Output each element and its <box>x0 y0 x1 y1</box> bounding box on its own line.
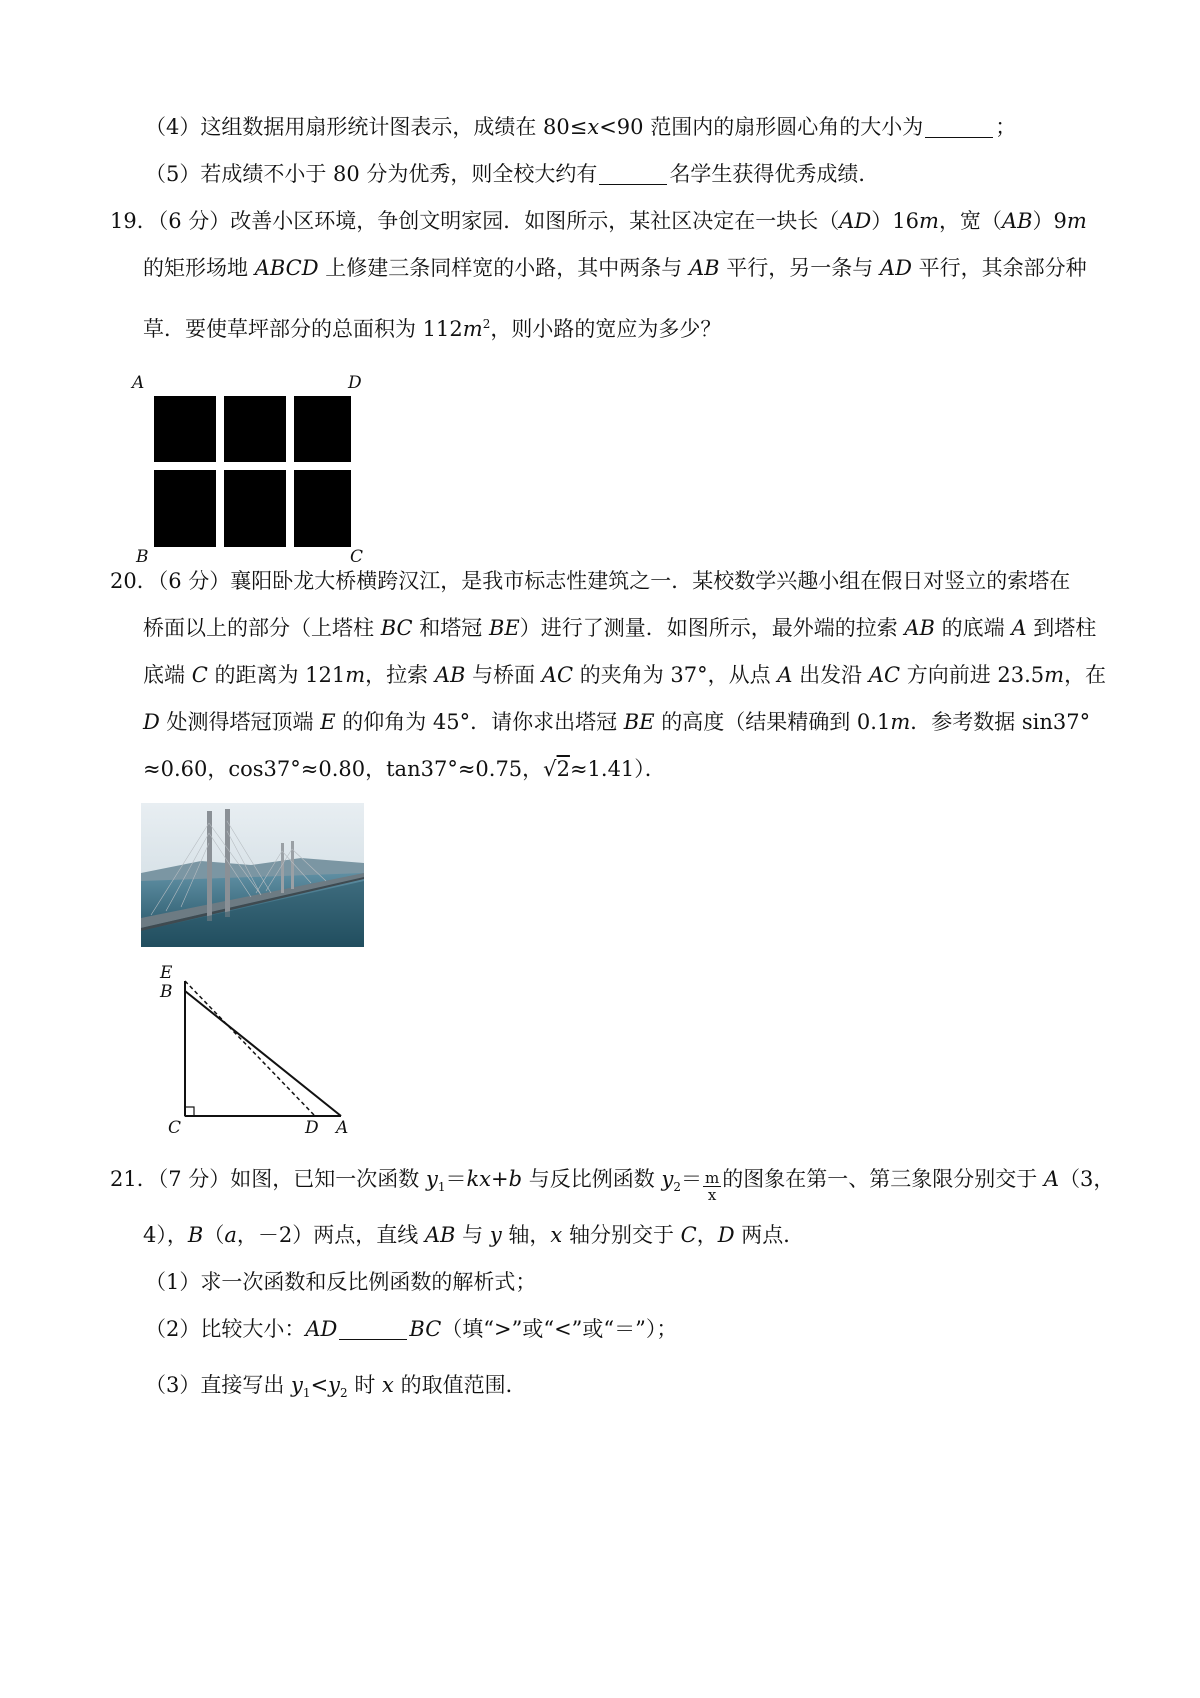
label-D: D <box>305 1118 319 1136</box>
path-vertical-1 <box>216 396 224 547</box>
label-C: C <box>168 1118 182 1136</box>
label-A: A <box>336 1118 349 1136</box>
label-A: A <box>132 373 145 393</box>
q21-item2: （2）比较大小：AD BC（填“>”或“<”或“＝”）； <box>145 1317 678 1341</box>
rectangle-field-figure <box>130 362 370 567</box>
label-E: E <box>160 963 173 983</box>
answer-blank[interactable] <box>339 1317 407 1340</box>
q21-line1: 21．（7 分）如图，已知一次函数 $y_1=kx+b$ 与反比例函数 $y_2=$ $\frac{m}{x}$ 的图象在第一、第三象限分别交于 A（3， <box>110 1167 1115 1204</box>
path-vertical-2 <box>286 396 294 547</box>
tower-triangle-figure <box>158 961 368 1136</box>
label-B: B <box>160 982 173 1002</box>
q19-line1: 19．（6 分）改善小区环境，争创文明家园．如图所示，某社区决定在一块长（AD）16m，宽（AB）9m <box>110 209 1087 233</box>
field-rect <box>154 396 351 547</box>
label-C: C <box>350 547 364 567</box>
right-angle-mark <box>185 1107 194 1116</box>
q21-line2: 4），B（a，－2）两点，直线 AB 与 y 轴，x 轴分别交于 C，D 两点． <box>143 1223 805 1247</box>
q21-item3: （3）直接写出 $y_1<y_2$ 时 x 的取值范围． <box>145 1373 527 1401</box>
label-D: D <box>348 373 362 393</box>
q20-line4: D 处测得塔冠顶端 E 的仰角为 45°．请你求出塔冠 BE 的高度（结果精确到 0.1m．参考数据 sin37° <box>143 710 1091 734</box>
fraction-m-over-x: $\frac{m}{x}$ <box>704 1169 720 1204</box>
label-B: B <box>136 547 149 567</box>
q21-item1: （1）求一次函数和反比例函数的解析式； <box>145 1270 537 1294</box>
q19-line3: 草．要使草坪部分的总面积为 $112m^2$，则小路的宽应为多少？ <box>143 317 722 341</box>
q20-line5: ≈0.60，cos37°≈0.80，tan37°≈0.75，√2≈1.41）． <box>143 757 666 781</box>
q18-item5: （5）若成绩不小于 80 分为优秀，则全校大约有 名学生获得优秀成绩． <box>145 162 880 186</box>
answer-blank[interactable] <box>599 162 667 185</box>
q18-item4: （4）这组数据用扇形统计图表示，成绩在 80≤x<90 范围内的扇形圆心角的大小为 ； <box>145 115 1017 139</box>
q19-line2: 的矩形场地 ABCD 上修建三条同样宽的小路，其中两条与 AB 平行，另一条与 AD 平行，其余部分种 <box>143 256 1087 280</box>
answer-blank[interactable] <box>925 115 993 138</box>
path-horizontal <box>154 462 351 470</box>
sightline-DE <box>185 981 315 1116</box>
cable-AB-line <box>185 991 341 1116</box>
q20-line2: 桥面以上的部分（上塔柱 BC 和塔冠 BE）进行了测量．如图所示，最外端的拉索 AB 的底端 A 到塔柱 <box>143 616 1097 640</box>
bridge-photo <box>141 803 364 947</box>
q20-line1: 20．（6 分）襄阳卧龙大桥横跨汉江，是我市标志性建筑之一．某校数学兴趣小组在假日对竖立的索塔在 <box>110 569 1071 593</box>
q20-line3: 底端 C 的距离为 121m，拉索 AB 与桥面 AC 的夹角为 37°，从点 A 出发沿 AC 方向前进 23.5m，在 <box>143 663 1107 687</box>
